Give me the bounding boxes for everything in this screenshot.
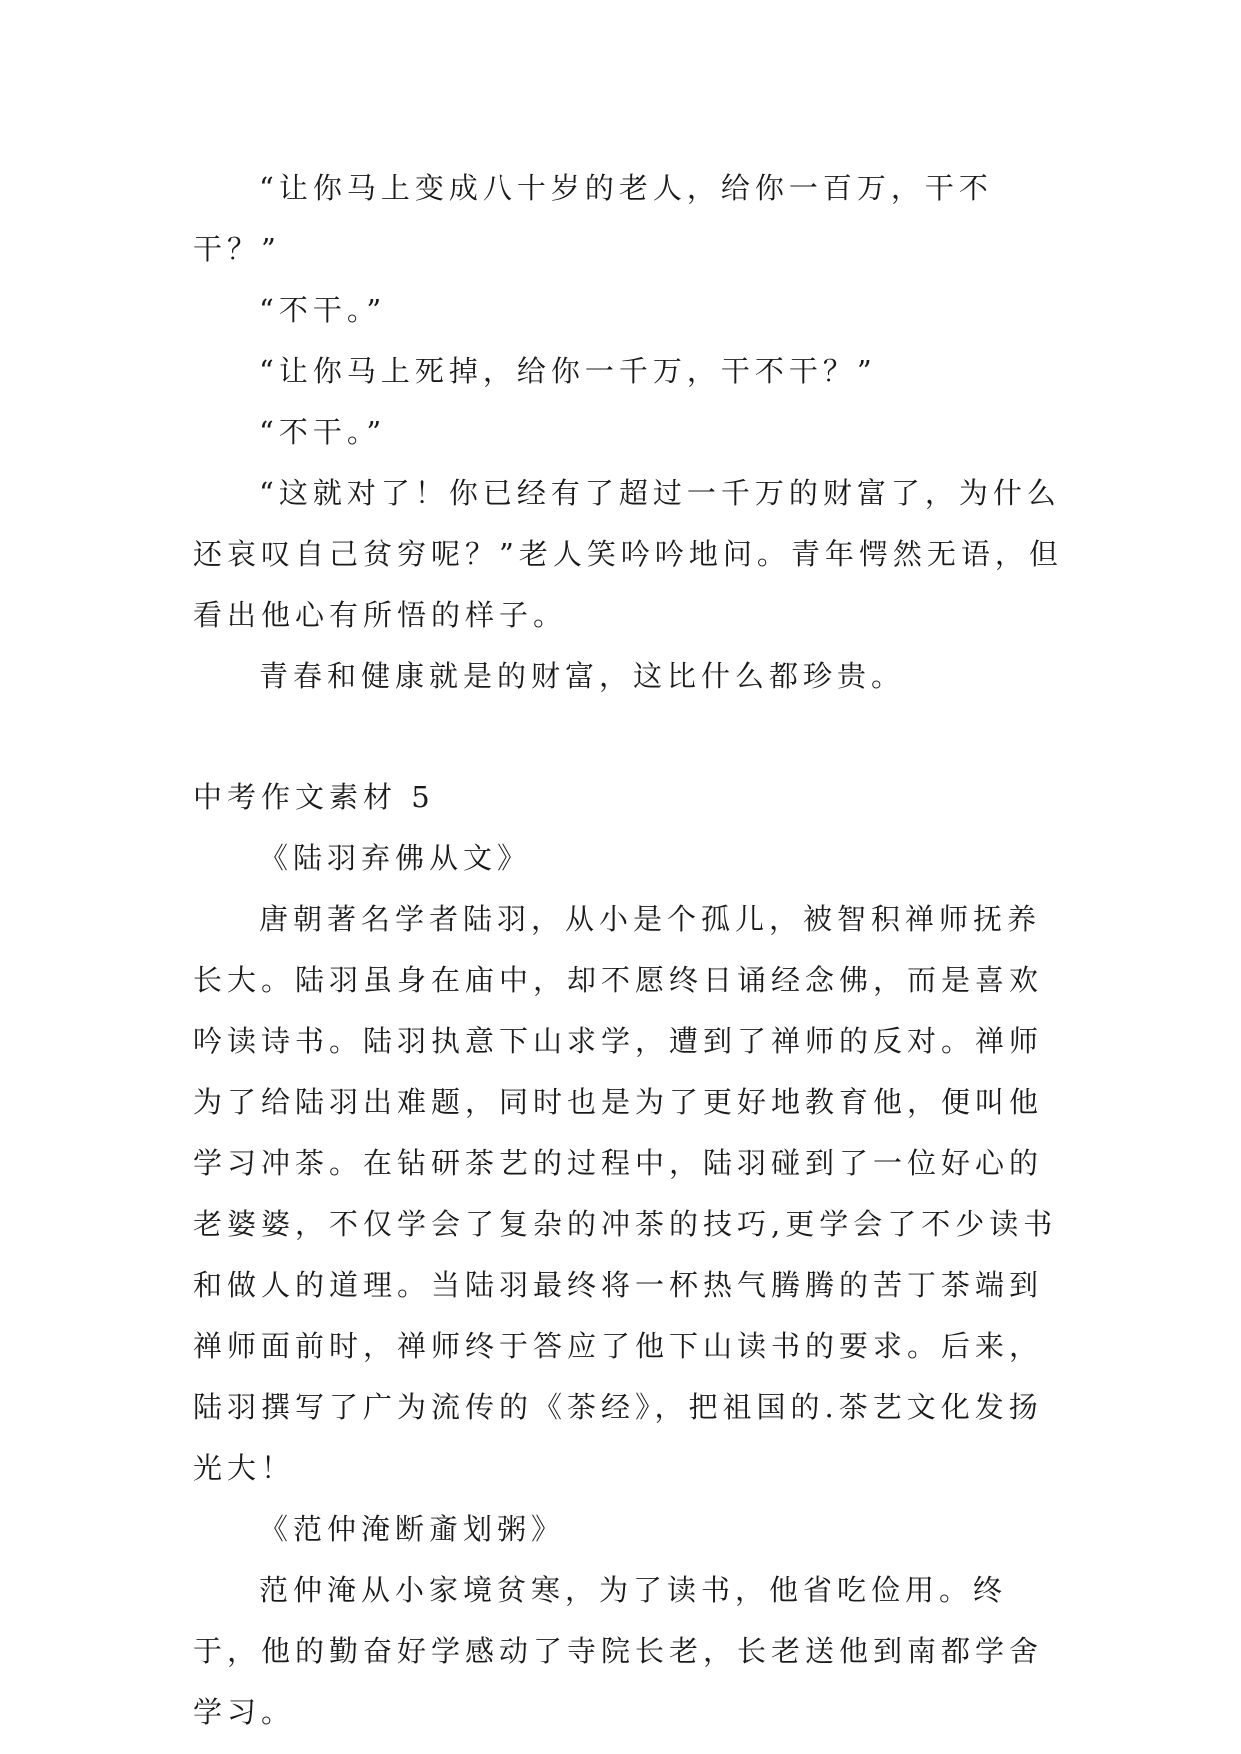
story-body: 唐朝著名学者陆羽，从小是个孤儿，被智积禅师抚养长大。陆羽虽身在庙中，却不愿终日诵经念佛，而是喜欢吟读诗书。陆羽执意下山求学，遭到了禅师的反对。禅师为了给陆羽出难题，同时也是为了更好地教育他，便叫他学习冲茶。在钻研茶艺的过程中，陆羽碰到了一位好心的老婆婆，不仅学会了复杂的冲茶的技巧,更学会了不少读书和做人的道理。当陆羽最终将一杯热气腾腾的苦丁茶端到禅师面前时，禅师终于答应了他下山读书的要求。后来，陆羽撰写了广为流传的《茶经》，把祖国的.茶艺文化发扬光大！ [193,902,1058,1485]
section-spacer [193,707,1073,767]
story-title: 《范仲淹断齑划粥》 [259,1512,566,1546]
document-body [193,158,1073,1743]
dialogue-paragraph: “让你马上变成八十岁的老人，给你一百万，干不干？” [193,171,993,266]
dialogue-paragraph: “让你马上死掉，给你一千万，干不干？” [259,354,877,388]
dialogue-paragraph: “这就对了！你已经有了超过一千万的财富了，为什么还哀叹自己贫穷呢？”老人笑吟吟地问。青年愕然无语，但看出他心有所悟的样子。 [193,476,1063,632]
story-title: 《陆羽弃佛从文》 [259,841,532,875]
conclusion-paragraph: 青春和健康就是的财富，这比什么都珍贵。 [259,659,906,693]
story-body: 范仲淹从小家境贫寒，为了读书，他省吃俭用。终于，他的勤奋好学感动了寺院长老，长老送他到南都学舍学习。 [193,1573,1044,1729]
section-heading: 中考作文素材 5 [193,780,435,814]
dialogue-paragraph: “不干。” [259,415,387,449]
dialogue-paragraph: “不干。” [259,293,387,327]
